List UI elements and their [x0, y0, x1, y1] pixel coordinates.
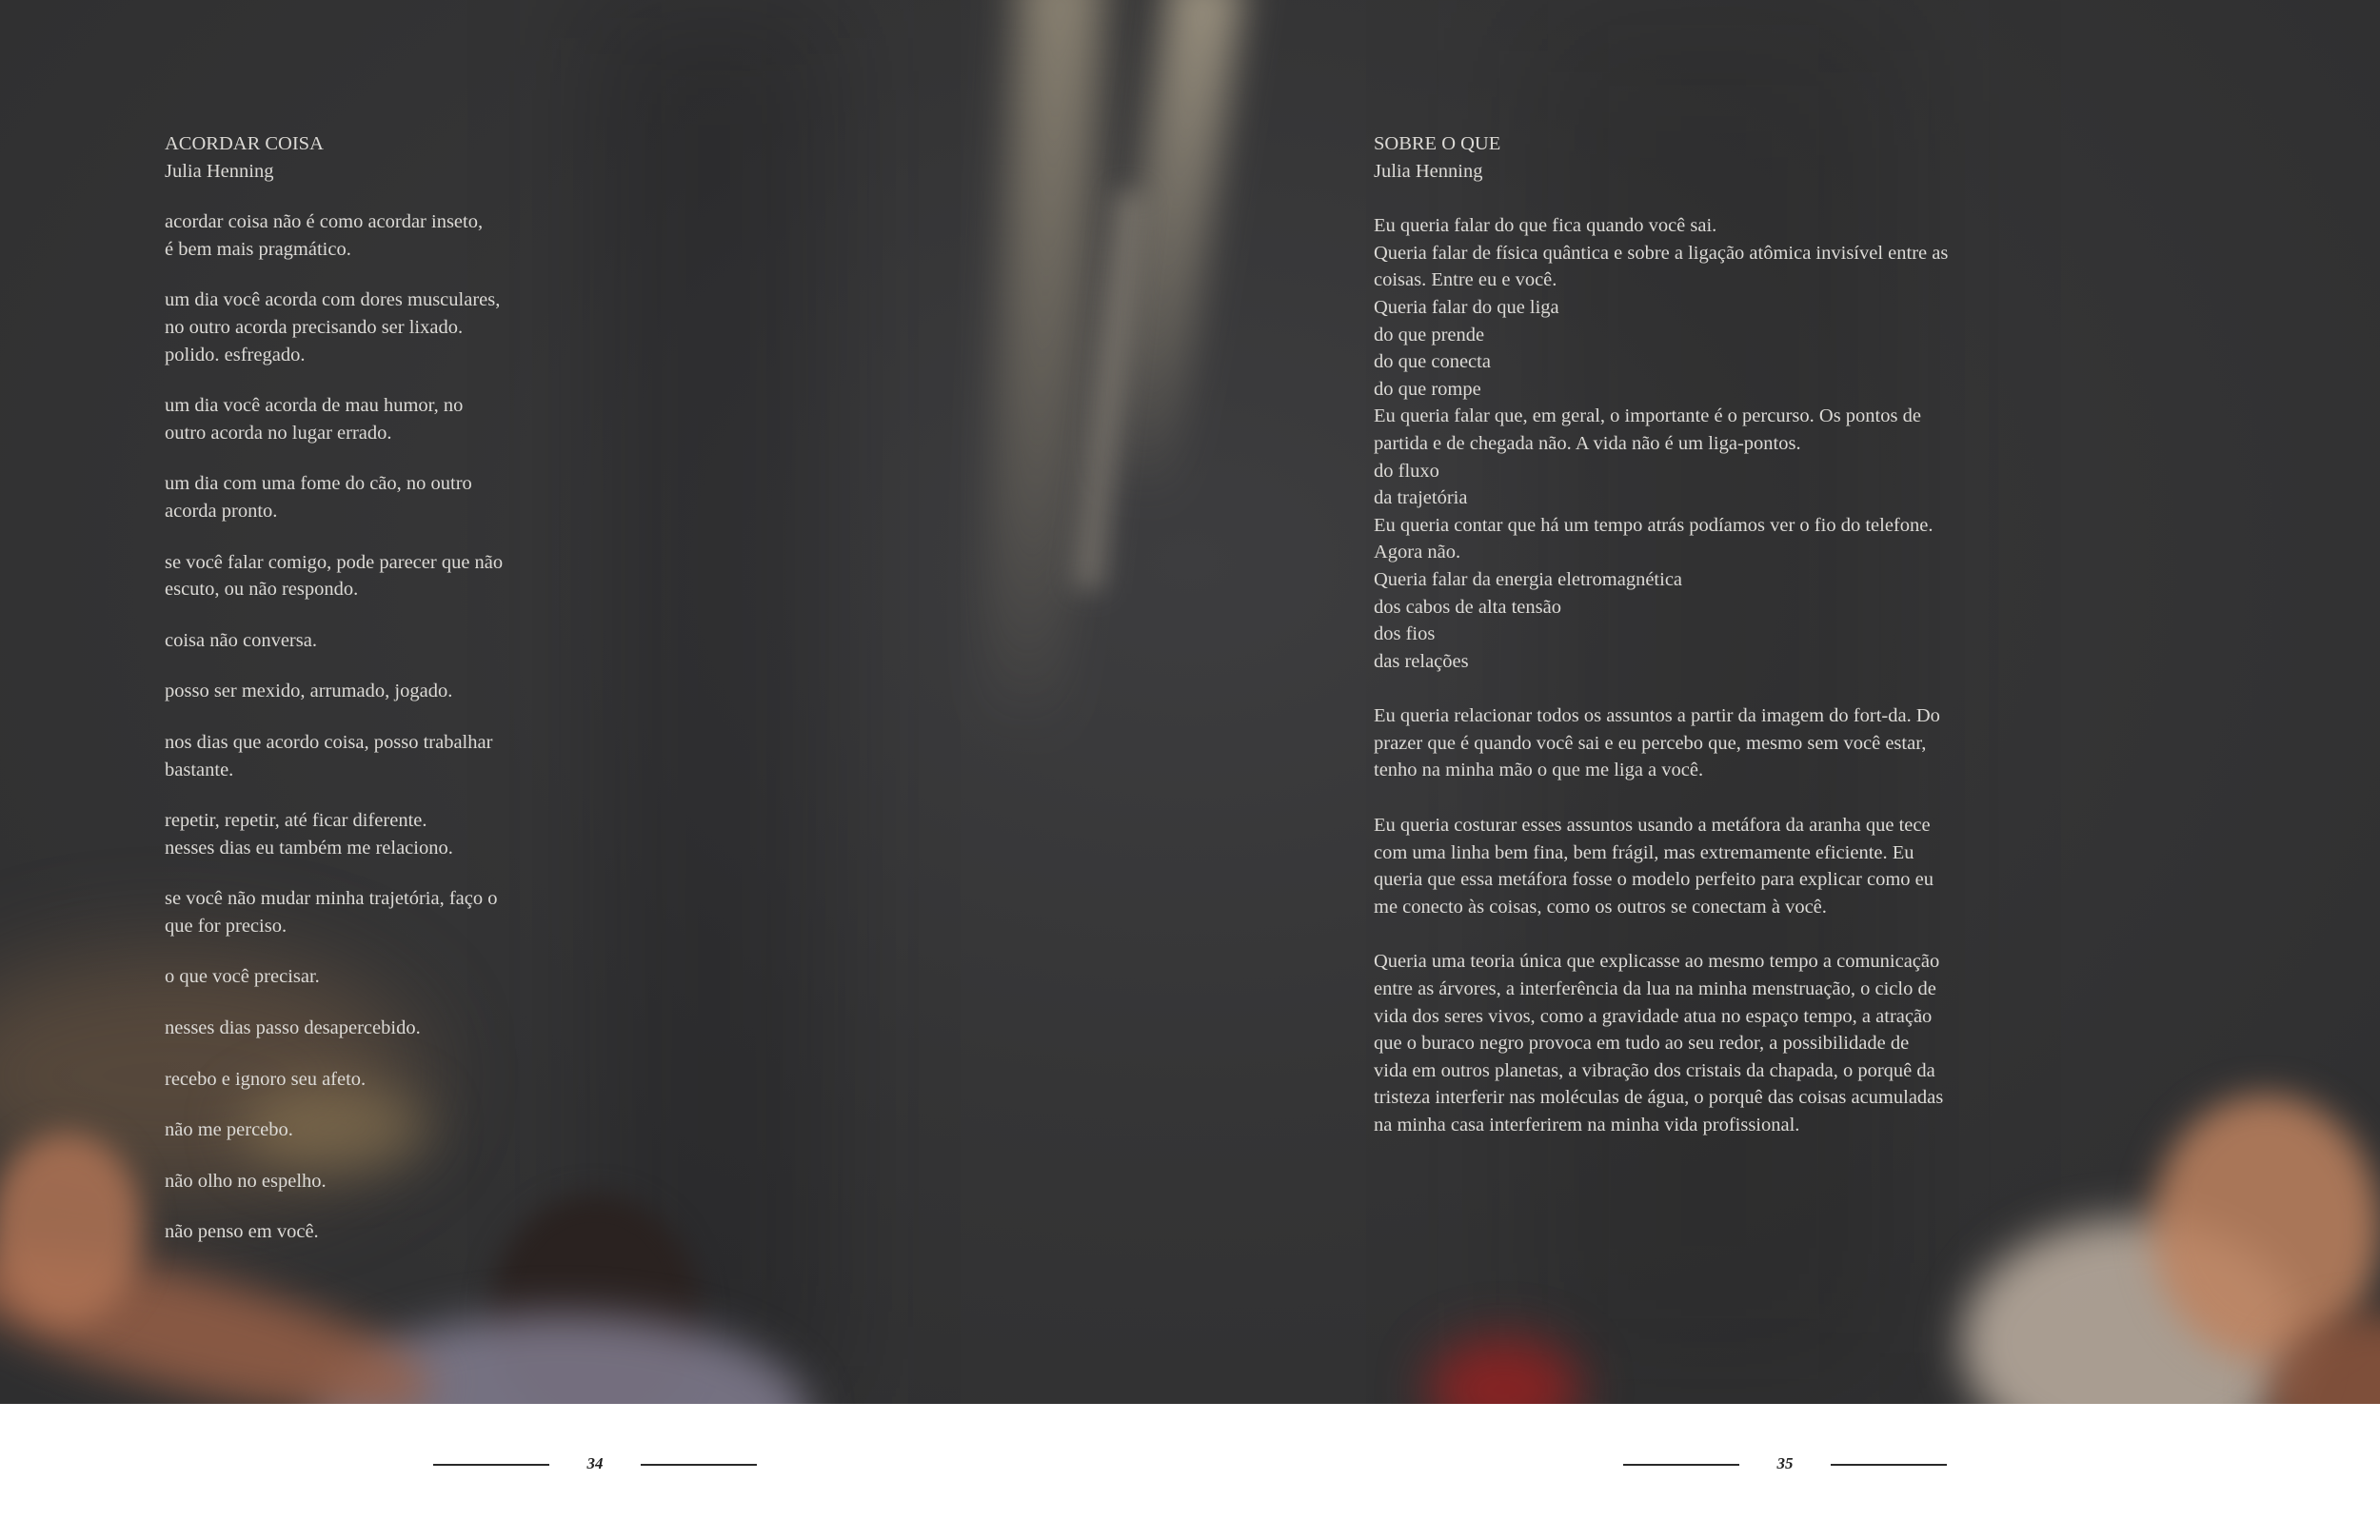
stanza: coisa não conversa. [165, 629, 317, 651]
right-prose [1374, 130, 2002, 1139]
stanza: um dia você acorda com dores musculares, no outro acorda precisando ser lixado. polido. esfregado. [165, 289, 501, 365]
shadow-band [590, 0, 838, 1404]
stanza: se você falar comigo, pode parecer que não escuto, ou não respondo. [165, 551, 504, 601]
stanza: nesses dias passo desapercebido. [165, 1017, 421, 1039]
folio-rule-left [1623, 1464, 1739, 1466]
stanza: posso ser mexido, arrumado, jogado. [165, 681, 453, 702]
stanza: acordar coisa não é como acordar inseto, é bem mais pragmático. [165, 211, 484, 260]
stanza: recebo e ignoro seu afeto. [165, 1068, 367, 1090]
paragraph: Eu queria falar do que fica quando você sai. Queria falar de física quântica e sobre a ligação atômica invisível entre as coisas. Entre eu e você. Queria falar do que liga do que prende do que conecta do que rompe Eu queria falar que, em geral, o importante é o percurso. Os pontos de partida e de chegada não. A vida não é um liga-pontos. do fluxo da trajetória Eu queria contar que há um tempo atrás podíamos ver o fio do telefone. Agora não. Queria falar da energia eletromagnética dos cabos de alta tensão dos fios das relações [1374, 215, 1949, 672]
paragraph: Eu queria costurar esses assuntos usando a metáfora da aranha que tece com uma linha bem fina, bem frágil, mas extremamente eficiente. Eu queria que essa metáfora fosse o modelo perfeito para explicar como eu me conecto às coisas, como os outros se conectam à você. [1374, 815, 1934, 918]
page-number-right: 35 [1776, 1454, 1794, 1472]
poem-author: Julia Henning [165, 160, 274, 182]
light-streak [980, 0, 1106, 744]
stanza: se você não mudar minha trajetória, faço o que for preciso. [165, 888, 498, 937]
left-poem [165, 130, 565, 1246]
paragraph: Eu queria relacionar todos os assuntos a partir da imagem do fort-da. Do prazer que é quando você sai e eu percebo que, mesmo sem você estar, tenho na minha mão o que me liga a você. [1374, 705, 1940, 781]
folio-rule-right [641, 1464, 757, 1466]
stanza: um dia você acorda de mau humor, no outro acorda no lugar errado. [165, 395, 464, 444]
stanza: nos dias que acordo coisa, posso trabalhar bastante. [165, 731, 493, 780]
folio-rule-right [1831, 1464, 1947, 1466]
stanza: não me percebo. [165, 1119, 293, 1141]
prose-title: SOBRE O QUE [1374, 133, 1501, 154]
prose-author: Julia Henning [1374, 160, 1483, 182]
stanza: o que você precisar. [165, 966, 320, 988]
stanza: não olho no espelho. [165, 1170, 327, 1192]
page-number-left: 34 [586, 1454, 604, 1472]
poem-title: ACORDAR COISA [165, 133, 324, 154]
stanza: não penso em você. [165, 1221, 319, 1243]
folio-rule-left [433, 1464, 549, 1466]
paragraph: Queria uma teoria única que explicasse ao mesmo tempo a comunicação entre as árvores, a interferência da lua na minha menstruação, o ciclo de vida dos seres vivos, como a gravidade atua no espaço tempo, a atração que o buraco negro provoca em tudo ao seu redor, a possibilidade de vida em outros planetas, a vibração dos cristais da chapada, o porquê da tristeza interferir nas moléculas de água, o porquê das coisas acumuladas na minha casa interferirem na minha vida profissional. [1374, 951, 1944, 1135]
stanza: repetir, repetir, até ficar diferente. nesses dias eu também me relaciono. [165, 810, 453, 859]
stanza: um dia com uma fome do cão, no outro acorda pronto. [165, 473, 472, 522]
